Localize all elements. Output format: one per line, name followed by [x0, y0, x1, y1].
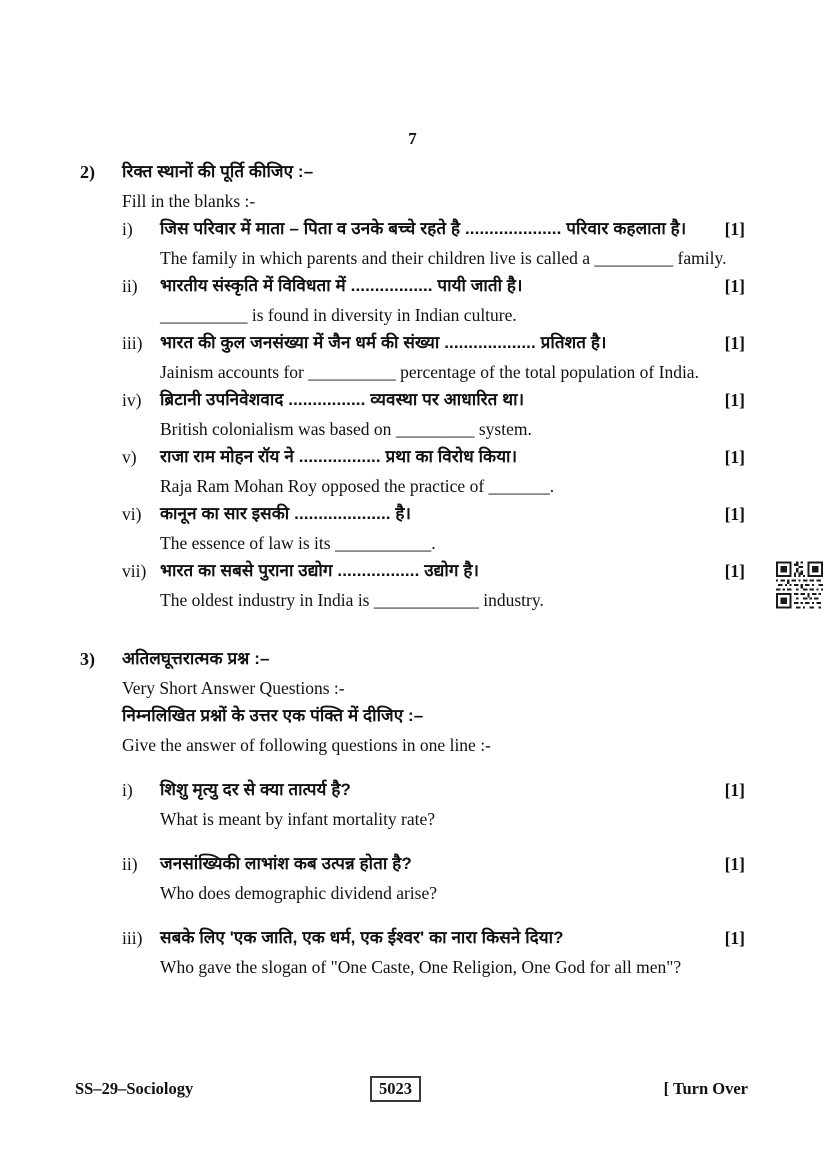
item-english: The essence of law is its ___________.: [160, 532, 436, 553]
item-marks: [1]: [724, 561, 745, 581]
footer-turn-over: [ Turn Over: [663, 1079, 748, 1098]
item-hindi: ब्रिटानी उपनिवेशवाद ................ व्यवस्था पर आधारित था।: [160, 390, 525, 409]
item-marks: [1]: [724, 447, 745, 467]
item-english: Jainism accounts for __________ percentage of the total population of India.: [160, 361, 699, 382]
fill-blank-item-v: [122, 443, 745, 500]
section-2-items: [122, 215, 745, 614]
item-english: What is meant by infant mortality rate?: [160, 808, 436, 829]
item-label: vi): [122, 504, 142, 524]
section-3-title-hindi: अतिलघूत्तरात्मक प्रश्न :–: [122, 649, 270, 668]
item-label: i): [122, 219, 133, 239]
qr-code-icon: [776, 559, 823, 611]
question-gap: [122, 759, 745, 776]
question-gap: [122, 907, 745, 924]
item-english: British colonialism was based on _________ system.: [160, 418, 532, 439]
item-marks: [1]: [724, 276, 745, 296]
section-3-subtitle-english: Give the answer of following questions in one line :-: [122, 734, 491, 755]
item-marks: [1]: [724, 219, 745, 239]
section-2-title-hindi: रिक्त स्थानों की पूर्ति कीजिए :–: [122, 162, 314, 181]
short-question-iii: [122, 924, 745, 981]
item-hindi: भारत की कुल जनसंख्या में जैन धर्म की संख्या ................... प्रतिशत है।: [160, 333, 607, 352]
item-label: iii): [122, 333, 143, 353]
item-hindi: राजा राम मोहन रॉय ने ................. प्रथा का विरोध किया।: [160, 447, 518, 466]
short-question-i: [122, 776, 745, 833]
question-gap: [122, 833, 745, 850]
item-english: Who does demographic dividend arise?: [160, 882, 437, 903]
item-label: iii): [122, 928, 143, 948]
item-hindi: सबके लिए 'एक जाति, एक धर्म, एक ईश्वर' का नारा किसने दिया?: [160, 928, 564, 947]
section-2-number: 2): [80, 162, 95, 182]
item-label: ii): [122, 276, 138, 296]
section-very-short-answer: [80, 645, 745, 981]
item-english: Raja Ram Mohan Roy opposed the practice of _______.: [160, 475, 555, 496]
short-question-ii: [122, 850, 745, 907]
qr-code-svg: [776, 559, 823, 611]
section-3-title-english: Very Short Answer Questions :-: [122, 677, 345, 698]
footer-paper-code: SS–29–Sociology: [75, 1079, 194, 1098]
fill-blank-item-ii: [122, 272, 745, 329]
section-fill-in-the-blanks: [80, 158, 745, 614]
item-english: __________ is found in diversity in Indian culture.: [160, 304, 517, 325]
item-hindi: जिस परिवार में माता – पिता व उनके बच्चे रहते है .................... परिवार कहलाता है।: [160, 219, 687, 238]
item-marks: [1]: [724, 504, 745, 524]
item-hindi: भारतीय संस्कृति में विविधता में ................. पायी जाती है।: [160, 276, 523, 295]
section-3-items: [122, 759, 745, 981]
item-english: The family in which parents and their children live is called a _________ family.: [160, 247, 727, 268]
item-hindi: कानून का सार इसकी .................... है।: [160, 504, 412, 523]
section-3-heading: [80, 645, 745, 674]
page-footer: [75, 1076, 748, 1106]
item-hindi: जनसांख्यिकी लाभांश कब उत्पन्न होता है?: [160, 854, 412, 873]
item-marks: [1]: [724, 390, 745, 410]
section-2-heading: [80, 158, 745, 187]
fill-blank-item-iii: [122, 329, 745, 386]
item-label: iv): [122, 390, 142, 410]
section-2-title-english: Fill in the blanks :-: [122, 190, 256, 211]
item-marks: [1]: [724, 333, 745, 353]
item-hindi: शिशु मृत्यु दर से क्या तात्पर्य है?: [160, 780, 351, 799]
section-3-subtitle-hindi: निम्नलिखित प्रश्नों के उत्तर एक पंक्ति में दीजिए :–: [122, 706, 424, 725]
item-hindi: भारत का सबसे पुराना उद्योग ................. उद्योग है।: [160, 561, 480, 580]
section-3-number: 3): [80, 649, 95, 669]
item-marks: [1]: [724, 780, 745, 800]
item-label: vii): [122, 561, 147, 581]
fill-blank-item-vii: [122, 557, 745, 614]
page-number: 7: [408, 129, 417, 148]
item-english: The oldest industry in India is ____________ industry.: [160, 589, 544, 610]
item-label: i): [122, 780, 133, 800]
item-marks: [1]: [724, 854, 745, 874]
fill-blank-item-iv: [122, 386, 745, 443]
fill-blank-item-vi: [122, 500, 745, 557]
item-marks: [1]: [724, 928, 745, 948]
fill-blank-item-i: [122, 215, 745, 272]
item-english: Who gave the slogan of "One Caste, One Religion, One God for all men"?: [160, 956, 682, 977]
section-gap: [80, 614, 745, 645]
item-label: ii): [122, 854, 138, 874]
item-label: v): [122, 447, 137, 467]
footer-center-code: 5023: [370, 1076, 421, 1102]
